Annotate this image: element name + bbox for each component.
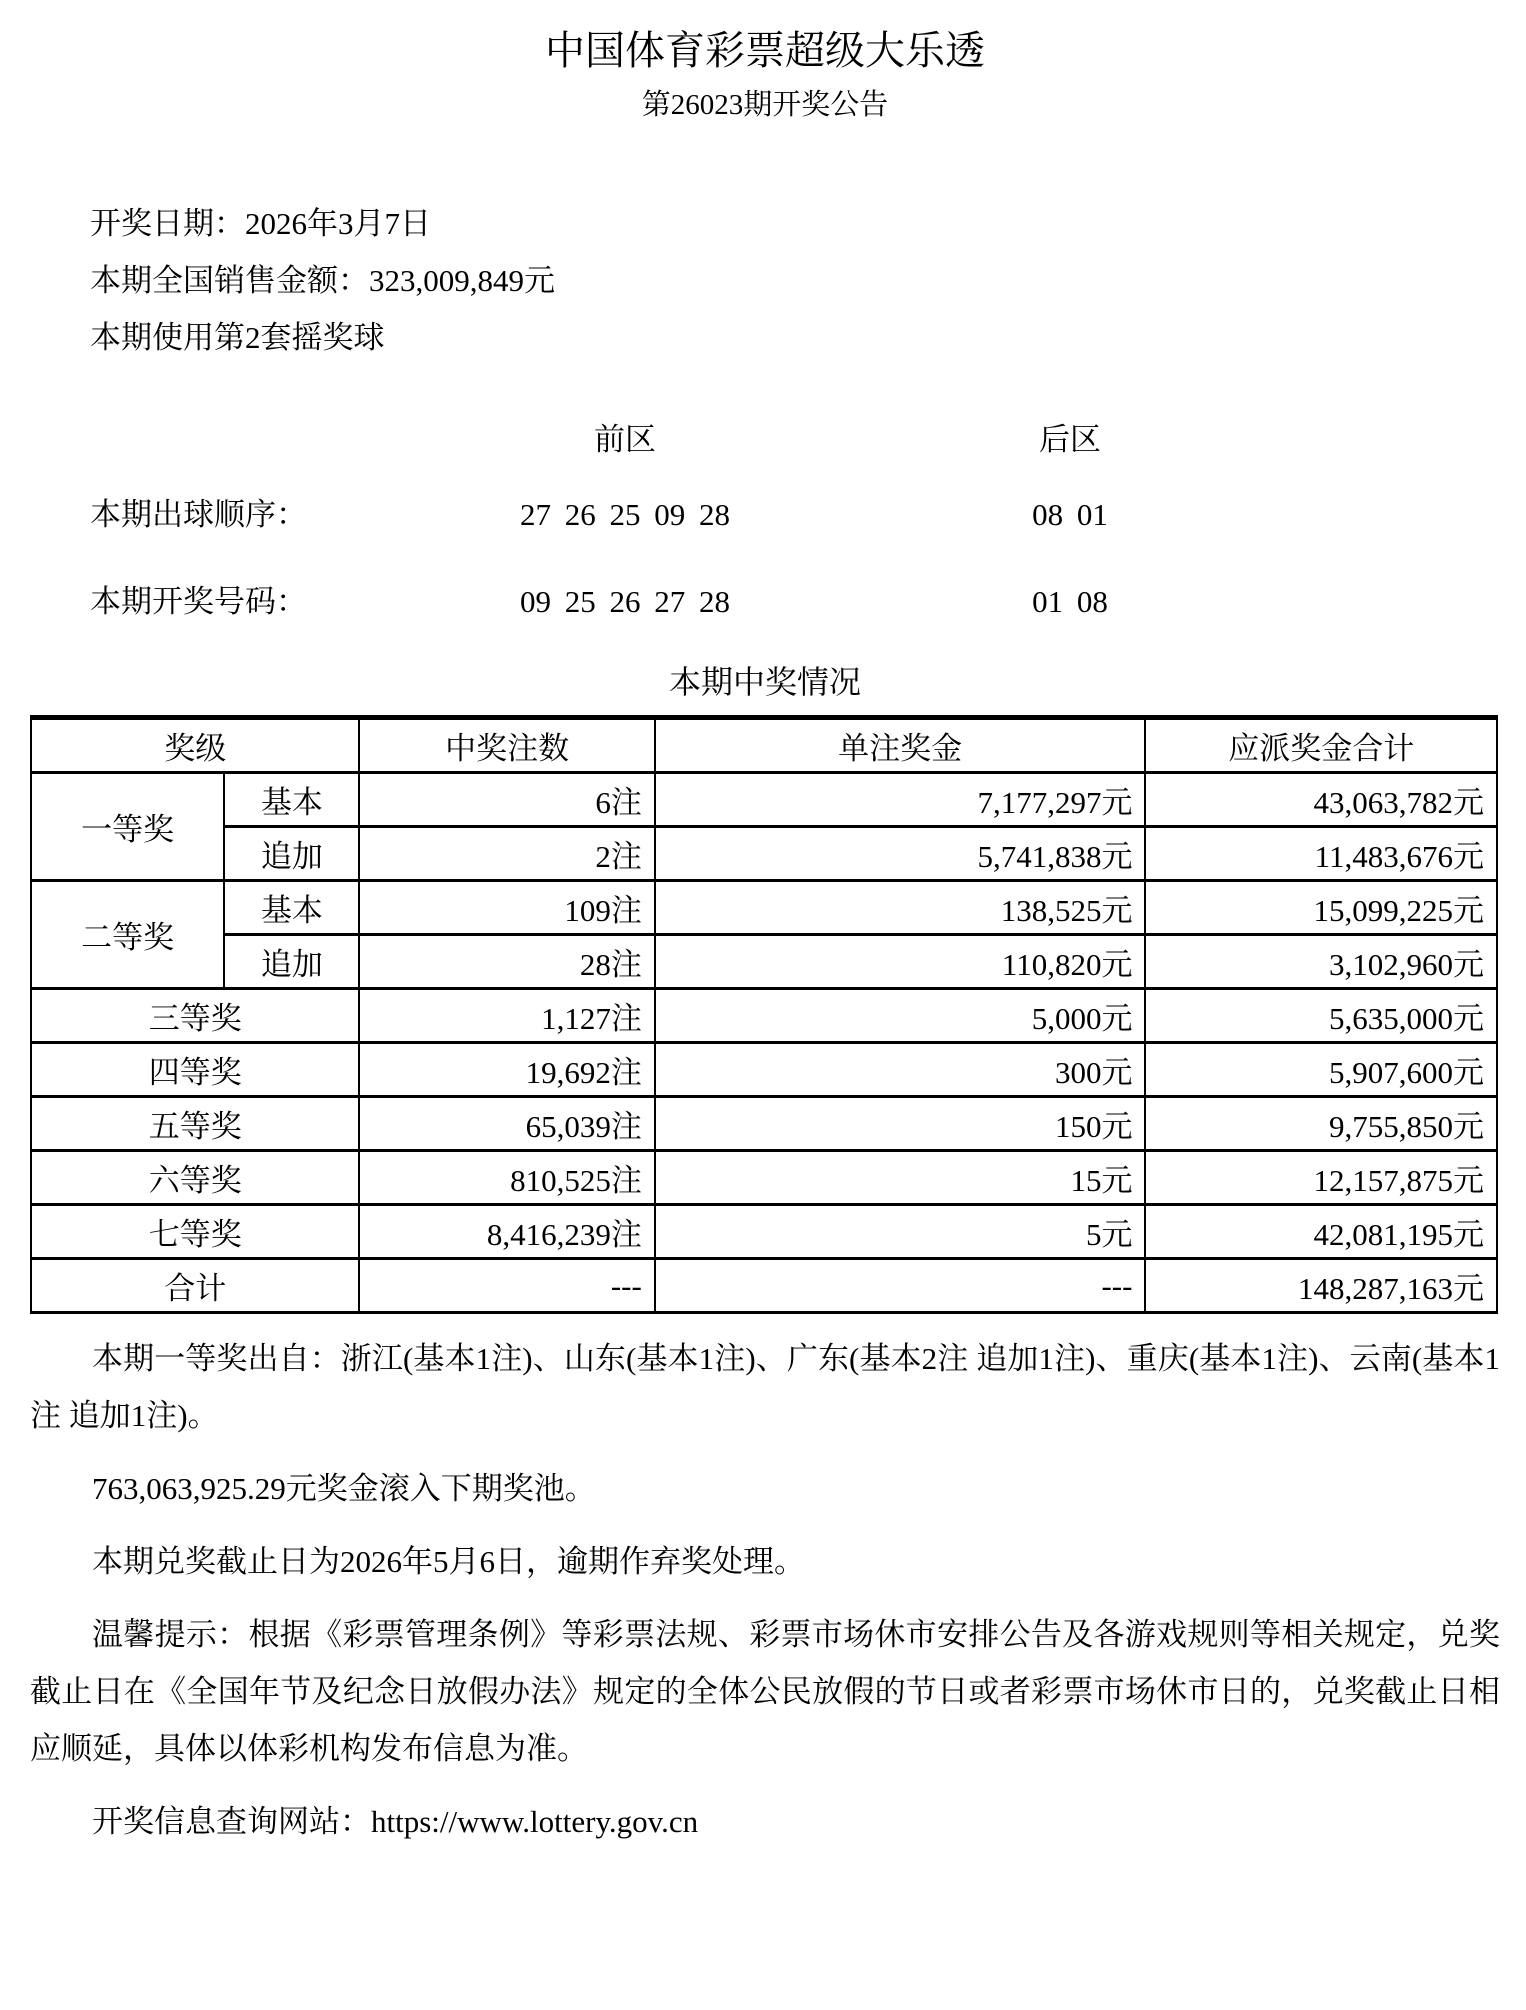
fifth-prize-count: 65,039注 bbox=[359, 1097, 654, 1151]
back-zone-label: 后区 bbox=[1039, 421, 1101, 457]
total-row-name: 合计 bbox=[31, 1259, 359, 1313]
sixth-prize-single: 15元 bbox=[655, 1151, 1146, 1205]
draw-order-front-numbers: 27 26 25 09 28 bbox=[520, 496, 730, 532]
fourth-prize-row bbox=[31, 1043, 1497, 1097]
second-prize-name: 二等奖 bbox=[31, 881, 224, 989]
prize-table bbox=[30, 715, 1498, 1314]
first-prize-add-row bbox=[31, 827, 1497, 881]
total-row bbox=[31, 1259, 1497, 1313]
front-zone-label: 前区 bbox=[594, 421, 656, 457]
second-prize-basic-total: 15,099,225元 bbox=[1145, 881, 1497, 935]
second-prize-basic-row bbox=[31, 881, 1497, 935]
second-prize-add-label: 追加 bbox=[224, 935, 359, 989]
seventh-prize-single: 5元 bbox=[655, 1205, 1146, 1259]
website-note: 开奖信息查询网站：https://www.lottery.gov.cn bbox=[92, 1804, 699, 1840]
winning-numbers-row bbox=[30, 576, 1500, 621]
first-prize-basic-label: 基本 bbox=[224, 773, 359, 827]
draw-order-back-numbers: 08 01 bbox=[1032, 496, 1108, 532]
draw-date-line: 开奖日期：2026年3月7日 bbox=[90, 205, 431, 241]
winning-front-numbers: 09 25 26 27 28 bbox=[520, 583, 730, 619]
second-prize-basic-single: 138,525元 bbox=[655, 881, 1146, 935]
third-prize-count: 1,127注 bbox=[359, 989, 654, 1043]
draw-info-block bbox=[90, 195, 1500, 366]
first-prize-add-single: 5,741,838元 bbox=[655, 827, 1146, 881]
third-prize-name: 三等奖 bbox=[31, 989, 359, 1043]
first-prize-add-count: 2注 bbox=[359, 827, 654, 881]
numbers-block bbox=[30, 414, 1500, 621]
first-prize-basic-total: 43,063,782元 bbox=[1145, 773, 1497, 827]
notes-block bbox=[30, 1330, 1500, 1850]
fifth-prize-name: 五等奖 bbox=[31, 1097, 359, 1151]
fifth-prize-single: 150元 bbox=[655, 1097, 1146, 1151]
first-prize-basic-single: 7,177,297元 bbox=[655, 773, 1146, 827]
first-prize-add-label: 追加 bbox=[224, 827, 359, 881]
first-prize-basic-count: 6注 bbox=[359, 773, 654, 827]
second-prize-basic-count: 109注 bbox=[359, 881, 654, 935]
seventh-prize-row bbox=[31, 1205, 1497, 1259]
header-total: 应派奖金合计 bbox=[1145, 718, 1497, 773]
total-row-single: --- bbox=[655, 1259, 1146, 1313]
winning-back-numbers: 01 08 bbox=[1032, 583, 1108, 619]
fourth-prize-total: 5,907,600元 bbox=[1145, 1043, 1497, 1097]
zone-header-row bbox=[30, 414, 1500, 459]
rollover-note: 763,063,925.29元奖金滚入下期奖池。 bbox=[92, 1471, 596, 1507]
fourth-prize-name: 四等奖 bbox=[31, 1043, 359, 1097]
page-title: 中国体育彩票超级大乐透 bbox=[545, 28, 985, 73]
second-prize-basic-label: 基本 bbox=[224, 881, 359, 935]
reminder-note: 温馨提示：根据《彩票管理条例》等彩票法规、彩票市场休市安排公告及各游戏规则等相关规定，兑奖截止日在《全国年节及纪念日放假办法》规定的全体公民放假的节日或者彩票市场休市日的，兑奖截止日相应顺延，具体以体彩机构发布信息为准。 bbox=[30, 1617, 1500, 1767]
header-count: 中奖注数 bbox=[359, 718, 654, 773]
second-prize-add-total: 3,102,960元 bbox=[1145, 935, 1497, 989]
seventh-prize-name: 七等奖 bbox=[31, 1205, 359, 1259]
first-prize-basic-row bbox=[31, 773, 1497, 827]
winning-numbers-label: 本期开奖号码： bbox=[90, 583, 307, 619]
draw-order-label: 本期出球顺序： bbox=[90, 496, 307, 532]
header-single: 单注奖金 bbox=[655, 718, 1146, 773]
sixth-prize-count: 810,525注 bbox=[359, 1151, 654, 1205]
seventh-prize-total: 42,081,195元 bbox=[1145, 1205, 1497, 1259]
fifth-prize-row bbox=[31, 1097, 1497, 1151]
third-prize-total: 5,635,000元 bbox=[1145, 989, 1497, 1043]
deadline-note: 本期兑奖截止日为2026年5月6日，逾期作弃奖处理。 bbox=[92, 1544, 805, 1580]
first-prize-name: 一等奖 bbox=[31, 773, 224, 881]
total-row-total: 148,287,163元 bbox=[1145, 1259, 1497, 1313]
third-prize-row bbox=[31, 989, 1497, 1043]
first-prize-add-total: 11,483,676元 bbox=[1145, 827, 1497, 881]
first-prize-origin-note: 本期一等奖出自：浙江(基本1注)、山东(基本1注)、广东(基本2注 追加1注)、重庆(基本1注)、云南(基本1注 追加1注)。 bbox=[30, 1341, 1500, 1434]
sixth-prize-name: 六等奖 bbox=[31, 1151, 359, 1205]
sixth-prize-row bbox=[31, 1151, 1497, 1205]
page-subtitle: 第26023期开奖公告 bbox=[641, 89, 889, 121]
draw-order-row bbox=[30, 489, 1500, 534]
fifth-prize-total: 9,755,850元 bbox=[1145, 1097, 1497, 1151]
third-prize-single: 5,000元 bbox=[655, 989, 1146, 1043]
prize-table-title: 本期中奖情况 bbox=[668, 663, 861, 700]
fourth-prize-count: 19,692注 bbox=[359, 1043, 654, 1097]
ball-set-line: 本期使用第2套摇奖球 bbox=[90, 319, 385, 355]
second-prize-add-single: 110,820元 bbox=[655, 935, 1146, 989]
fourth-prize-single: 300元 bbox=[655, 1043, 1146, 1097]
prize-table-header-row bbox=[31, 718, 1497, 773]
sixth-prize-total: 12,157,875元 bbox=[1145, 1151, 1497, 1205]
second-prize-add-count: 28注 bbox=[359, 935, 654, 989]
seventh-prize-count: 8,416,239注 bbox=[359, 1205, 654, 1259]
sales-amount-line: 本期全国销售金额：323,009,849元 bbox=[90, 262, 555, 298]
header-level: 奖级 bbox=[31, 718, 359, 773]
total-row-count: --- bbox=[359, 1259, 654, 1313]
second-prize-add-row bbox=[31, 935, 1497, 989]
